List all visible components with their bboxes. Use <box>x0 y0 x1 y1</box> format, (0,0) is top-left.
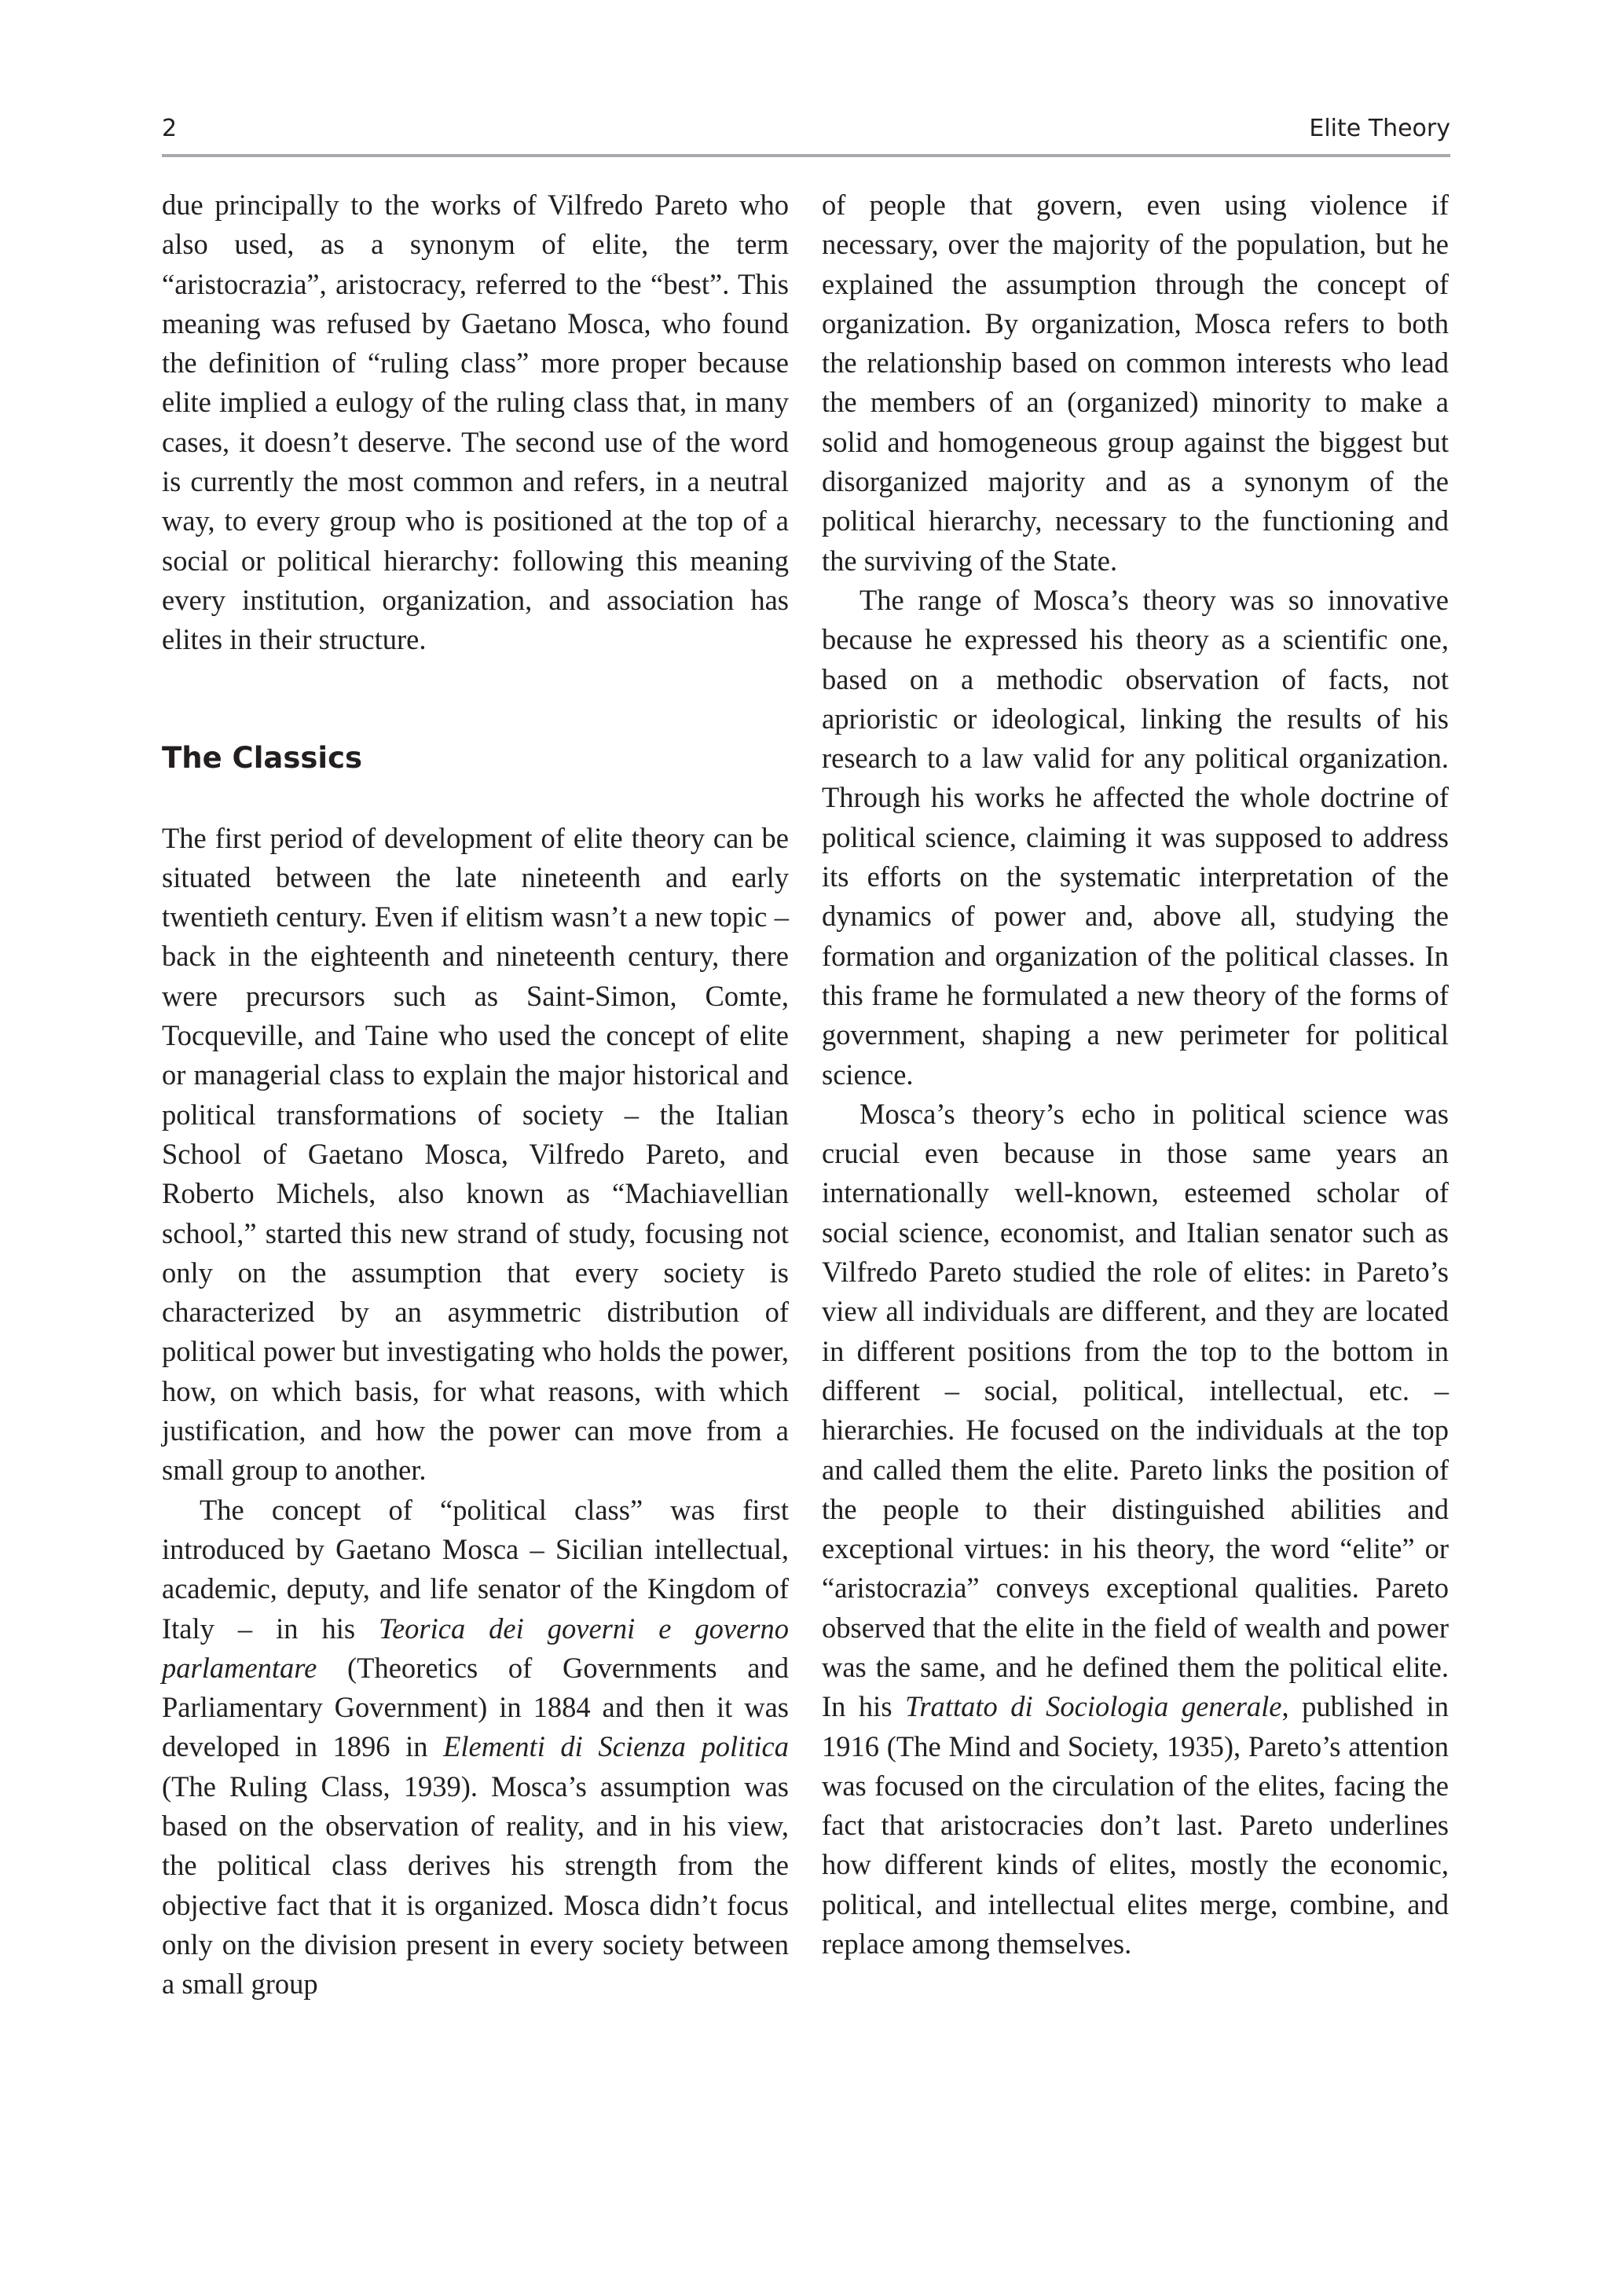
text-run: (The Ruling Class, 1939). Mosca’s assumption was based on the observation of reality, and in his view, the political class derives his strength from the objective fact that it is organized. Mosca didn’t focus only on the division present in every society between a small group <box>162 1770 789 2001</box>
paragraph: The range of Mosca’s theory was so innovative because he expressed his theory as a scientific one, based on a methodic observation of facts, not aprioristic or ideological, linking the results of his research to a law valid for any political organization. Through his works he affected the whole doctrine of political science, claiming it was supposed to address its efforts on the systematic interpretation of the dynamics of power and, above all, studying the formation and organization of the political classes. In this frame he formulated a new theory of the forms of government, shaping a new perimeter for political science. <box>822 583 1449 1091</box>
running-title: Elite Theory <box>1309 115 1450 142</box>
page-number: 2 <box>162 115 178 142</box>
paragraph <box>822 1095 1449 1964</box>
text-run: Mosca’s theory’s echo in political science was crucial even because in those same years an internationally well-known, esteemed scholar of social science, economist, and Italian senator such as Vilfredo Pareto studied the role of elites: in Pareto’s view all individuals are different, and they are located in different positions from the top to the bottom in different – social, political, intellectual, etc. – hierarchies. He focused on the individuals at the top and called them the elite. Pareto links the position of the people to their distinguished abilities and exceptional virtues: in his theory, the word “elite” or “aristocrazia” conveys exceptional qualities. Pareto observed that the elite in the field of wealth and power was the same, and he defined them the political elite. In his <box>822 1097 1449 1723</box>
text-run: The concept of “political class” was first introduced by Gaetano Mosca – Sicilian intellectual, academic, deputy, and life senator of the Kingdom of Italy – in his <box>162 1493 789 1645</box>
paragraph: due principally to the works of Vilfredo Pareto who also used, as a synonym of elite, the term “aristocrazia”, aristocracy, referred to the “best”. This meaning was refused by Gaetano Mosca, who found the definition of “ruling class” more proper because elite implied a eulogy of the ruling class that, in many cases, it doesn’t deserve. The second use of the word is currently the most common and refers, in a neutral way, to every group who is positioned at the top of a social or political hierarchy: following this meaning every institution, organization, and association has elites in their structure. <box>162 189 789 656</box>
right-column <box>822 185 1449 1964</box>
paragraph: of people that govern, even using violence if necessary, over the majority of the population, but he explained the assumption through the concept of organization. By organization, Mosca refers to both the relationship based on common interests who lead the members of an (organized) minority to make a solid and homogeneous group against the biggest but disorganized majority and as a synonym of the political hierarchy, necessary to the functioning and the surviving of the State. <box>822 189 1449 577</box>
header-rule <box>162 154 1450 157</box>
work-title: Teorica dei governi e governo parlamentare <box>162 1612 789 1684</box>
paragraph <box>162 1491 789 2004</box>
work-title: Trattato di Sociologia generale <box>905 1690 1282 1723</box>
work-title: Elementi di Scienza politica <box>443 1730 789 1763</box>
left-column <box>162 185 789 2004</box>
text-run: , published in 1916 (The Mind and Society, 1935), Pareto’s attention was focused on the circulation of the elites, facing the fact that aristocracies don’t last. Pareto underlines how different kinds of elites, mostly the economic, political, and intellectual elites merge, combine, and replace among themselves. <box>822 1690 1450 1960</box>
running-header <box>162 110 1450 148</box>
text-run: (Theoretics of Governments and Parliamentary Government) in 1884 and then it was developed in 1896 in <box>162 1651 789 1763</box>
section-heading: The Classics <box>162 740 363 775</box>
paragraph: The first period of development of elite theory can be situated between the late nineteenth and early twentieth century. Even if elitism wasn’t a new topic – back in the eighteenth and nineteenth century, there were precursors such as Saint-Simon, Comte, Tocqueville, and Taine who used the concept of elite or managerial class to explain the major historical and political transformations of society – the Italian School of Gaetano Mosca, Vilfredo Pareto, and Roberto Michels, also known as “Machiavellian school,” started this new strand of study, focusing not only on the assumption that every society is characterized by an asymmetric distribution of political power but investigating who holds the power, how, on which basis, for what reasons, with which justification, and how the power can move from a small group to another. <box>162 821 789 1487</box>
